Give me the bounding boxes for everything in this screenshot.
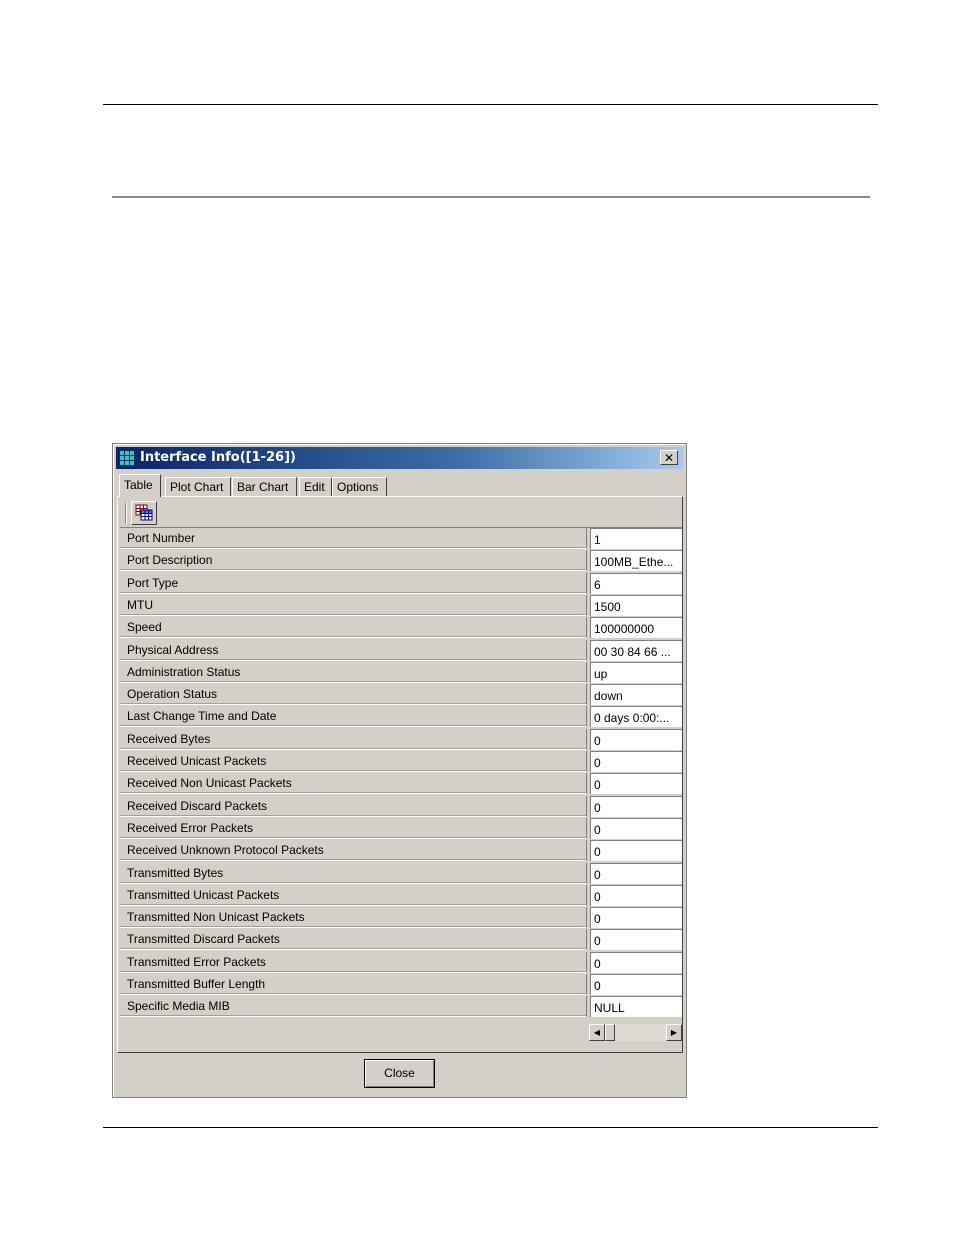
row-value[interactable]: 0: [590, 840, 682, 861]
table-view-button[interactable]: [131, 501, 157, 525]
row-value[interactable]: 0: [590, 885, 682, 906]
table-row: [120, 528, 682, 550]
row-label: Received Error Packets: [120, 818, 587, 839]
toolbar-separator: [125, 503, 126, 523]
scroll-left-button[interactable]: ◀: [589, 1024, 605, 1041]
row-label: Transmitted Unicast Packets: [120, 885, 587, 906]
table-row: [120, 929, 682, 951]
table-row: [120, 818, 682, 840]
row-label: Transmitted Buffer Length: [120, 974, 587, 995]
table-row: [120, 996, 682, 1018]
row-label: Received Unicast Packets: [120, 751, 587, 772]
table-row: [120, 706, 682, 728]
table-row: [120, 974, 682, 996]
scroll-right-button[interactable]: ▶: [666, 1024, 682, 1041]
row-value[interactable]: 1500: [590, 595, 682, 616]
table-row: [120, 573, 682, 595]
row-value[interactable]: 100MB_Ethe...: [590, 550, 682, 571]
row-label: Physical Address: [120, 640, 587, 661]
table-row: [120, 885, 682, 907]
interface-info-window: [112, 443, 687, 1098]
table-row: [120, 952, 682, 974]
close-button[interactable]: Close: [364, 1059, 435, 1088]
table-row: [120, 773, 682, 795]
row-label: Transmitted Bytes: [120, 863, 587, 884]
table-row: [120, 550, 682, 572]
table-row: [120, 617, 682, 639]
row-value[interactable]: down: [590, 684, 682, 705]
table-row: [120, 751, 682, 773]
tab-table[interactable]: Table: [119, 474, 161, 497]
interface-info-table: [120, 527, 682, 1054]
row-value[interactable]: 0: [590, 729, 682, 750]
row-value[interactable]: 0: [590, 796, 682, 817]
row-label: Port Number: [120, 528, 587, 549]
table-row: [120, 729, 682, 751]
window-close-icon[interactable]: ✕: [660, 450, 678, 465]
table-row: [120, 595, 682, 617]
row-label: Received Non Unicast Packets: [120, 773, 587, 794]
tab-edit[interactable]: Edit: [299, 477, 332, 496]
row-label: Received Unknown Protocol Packets: [120, 840, 587, 861]
row-value[interactable]: 100000000: [590, 617, 682, 638]
row-label: Speed: [120, 617, 587, 638]
section-divider: [112, 196, 870, 198]
row-value[interactable]: 0: [590, 929, 682, 950]
table-row: [120, 684, 682, 706]
row-label: MTU: [120, 595, 587, 616]
horizontal-scrollbar[interactable]: [589, 1024, 682, 1041]
row-label: Administration Status: [120, 662, 587, 683]
row-label: Received Bytes: [120, 729, 587, 750]
row-value[interactable]: up: [590, 662, 682, 683]
table-view-icon: [132, 502, 156, 524]
table-tab-panel: [117, 496, 683, 1053]
row-label: Last Change Time and Date: [120, 706, 587, 727]
row-value[interactable]: 0: [590, 751, 682, 772]
row-label: Transmitted Error Packets: [120, 952, 587, 973]
row-value[interactable]: 1: [590, 528, 682, 549]
row-label: Transmitted Non Unicast Packets: [120, 907, 587, 928]
row-label: Port Description: [120, 550, 587, 571]
row-value[interactable]: 0: [590, 974, 682, 995]
row-value[interactable]: 6: [590, 573, 682, 594]
row-label: Operation Status: [120, 684, 587, 705]
row-value[interactable]: 0: [590, 952, 682, 973]
row-label: Port Type: [120, 573, 587, 594]
table-row: [120, 640, 682, 662]
tab-plot-chart[interactable]: Plot Chart: [165, 477, 231, 496]
window-title: Interface Info([1-26]): [140, 450, 296, 465]
row-label: Specific Media MIB: [120, 996, 587, 1017]
row-value[interactable]: 0 days 0:00:...: [590, 706, 682, 727]
window-titlebar[interactable]: [116, 447, 683, 469]
row-value[interactable]: 0: [590, 773, 682, 794]
table-row: [120, 840, 682, 862]
row-value[interactable]: 0: [590, 818, 682, 839]
table-row: [120, 662, 682, 684]
row-value[interactable]: 0: [590, 907, 682, 928]
row-value[interactable]: 00 30 84 66 ...: [590, 640, 682, 661]
tab-options[interactable]: Options: [332, 477, 387, 496]
table-row: [120, 863, 682, 885]
page-header-rule: [103, 104, 878, 105]
table-row: [120, 907, 682, 929]
table-grid-icon: [119, 450, 135, 466]
row-label: Received Discard Packets: [120, 796, 587, 817]
table-row: [120, 796, 682, 818]
row-value[interactable]: 0: [590, 863, 682, 884]
scroll-thumb[interactable]: [605, 1024, 615, 1041]
tab-bar-chart[interactable]: Bar Chart: [232, 477, 297, 496]
row-value[interactable]: NULL: [590, 996, 682, 1017]
page-footer-rule: [103, 1127, 878, 1128]
row-label: Transmitted Discard Packets: [120, 929, 587, 950]
